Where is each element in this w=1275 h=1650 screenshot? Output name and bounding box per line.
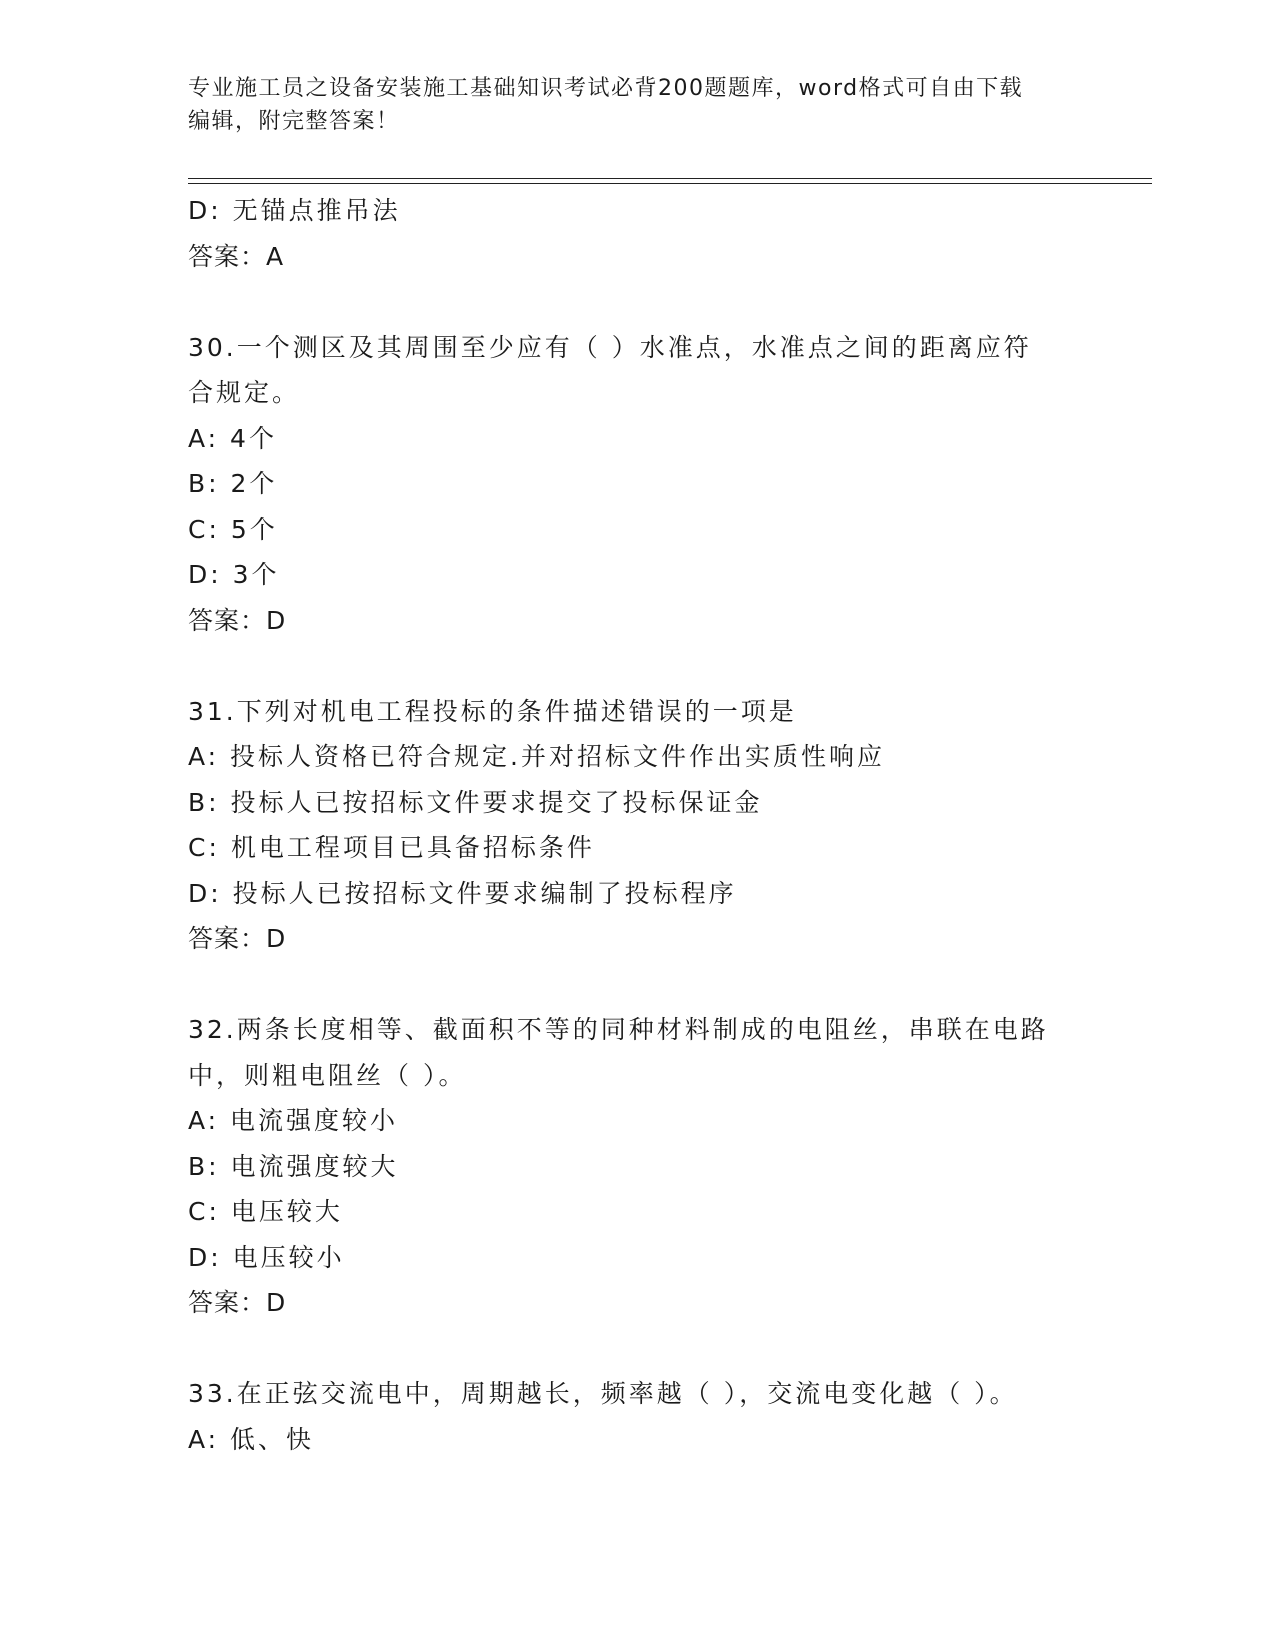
question-stem: 中，则粗电阻丝（ ）。 [188,1060,467,1090]
answer-line: 答案：D [188,924,287,953]
option-c: C: 机电工程项目已具备招标条件 [188,833,595,862]
answer-line: 答案：D [188,605,287,635]
header-line-1: 专业施工员之设备安装施工基础知识考试必背200题题库，word格式可自由下载 [188,76,1024,101]
header-divider-top [188,178,1152,179]
option-b: B: 电流强度较大 [188,1151,399,1181]
question-stem: 30.一个测区及其周围至少应有（ ）水准点，水准点之间的距离应符 [188,332,1032,362]
option-d: D: 无锚点推吊法 [188,196,401,225]
question-32 [188,1007,1088,1326]
option-b: B: 投标人已按招标文件要求提交了投标保证金 [188,787,763,817]
option-a: A: 电流强度较小 [188,1106,399,1135]
spacer [188,962,1088,1008]
option-d: D: 投标人已按招标文件要求编制了投标程序 [188,878,737,908]
spacer [188,279,1088,325]
question-31 [188,689,1088,962]
option-a: A: 4个 [188,423,277,453]
header-line-2: 编辑，附完整答案！ [188,109,400,134]
question-33 [188,1371,1088,1462]
document-header [188,72,1088,138]
spacer [188,1326,1088,1372]
answer-line: 答案：D [188,1288,287,1317]
option-a: A: 投标人资格已符合规定.并对招标文件作出实质性响应 [188,742,885,771]
option-a: A: 低、快 [188,1424,315,1454]
question-content [188,188,1088,1462]
spacer [188,643,1088,689]
option-b: B: 2个 [188,469,278,498]
option-d: D: 电压较小 [188,1242,345,1272]
header-divider-bottom [188,183,1152,184]
answer-line: 答案：A [188,241,285,271]
question-stem: 32.两条长度相等、截面积不等的同种材料制成的电阻丝，串联在电路 [188,1015,1049,1044]
question-stem: 31.下列对机电工程投标的条件描述错误的一项是 [188,696,797,726]
question-30 [188,325,1088,644]
previous-question-tail [188,188,1088,279]
option-c: C: 5个 [188,514,278,544]
question-stem: 33.在正弦交流电中，周期越长，频率越（ ），交流电变化越（ ）。 [188,1379,1018,1408]
option-d: D: 3个 [188,560,280,589]
question-stem: 合规定。 [188,378,301,407]
option-c: C: 电压较大 [188,1197,343,1226]
